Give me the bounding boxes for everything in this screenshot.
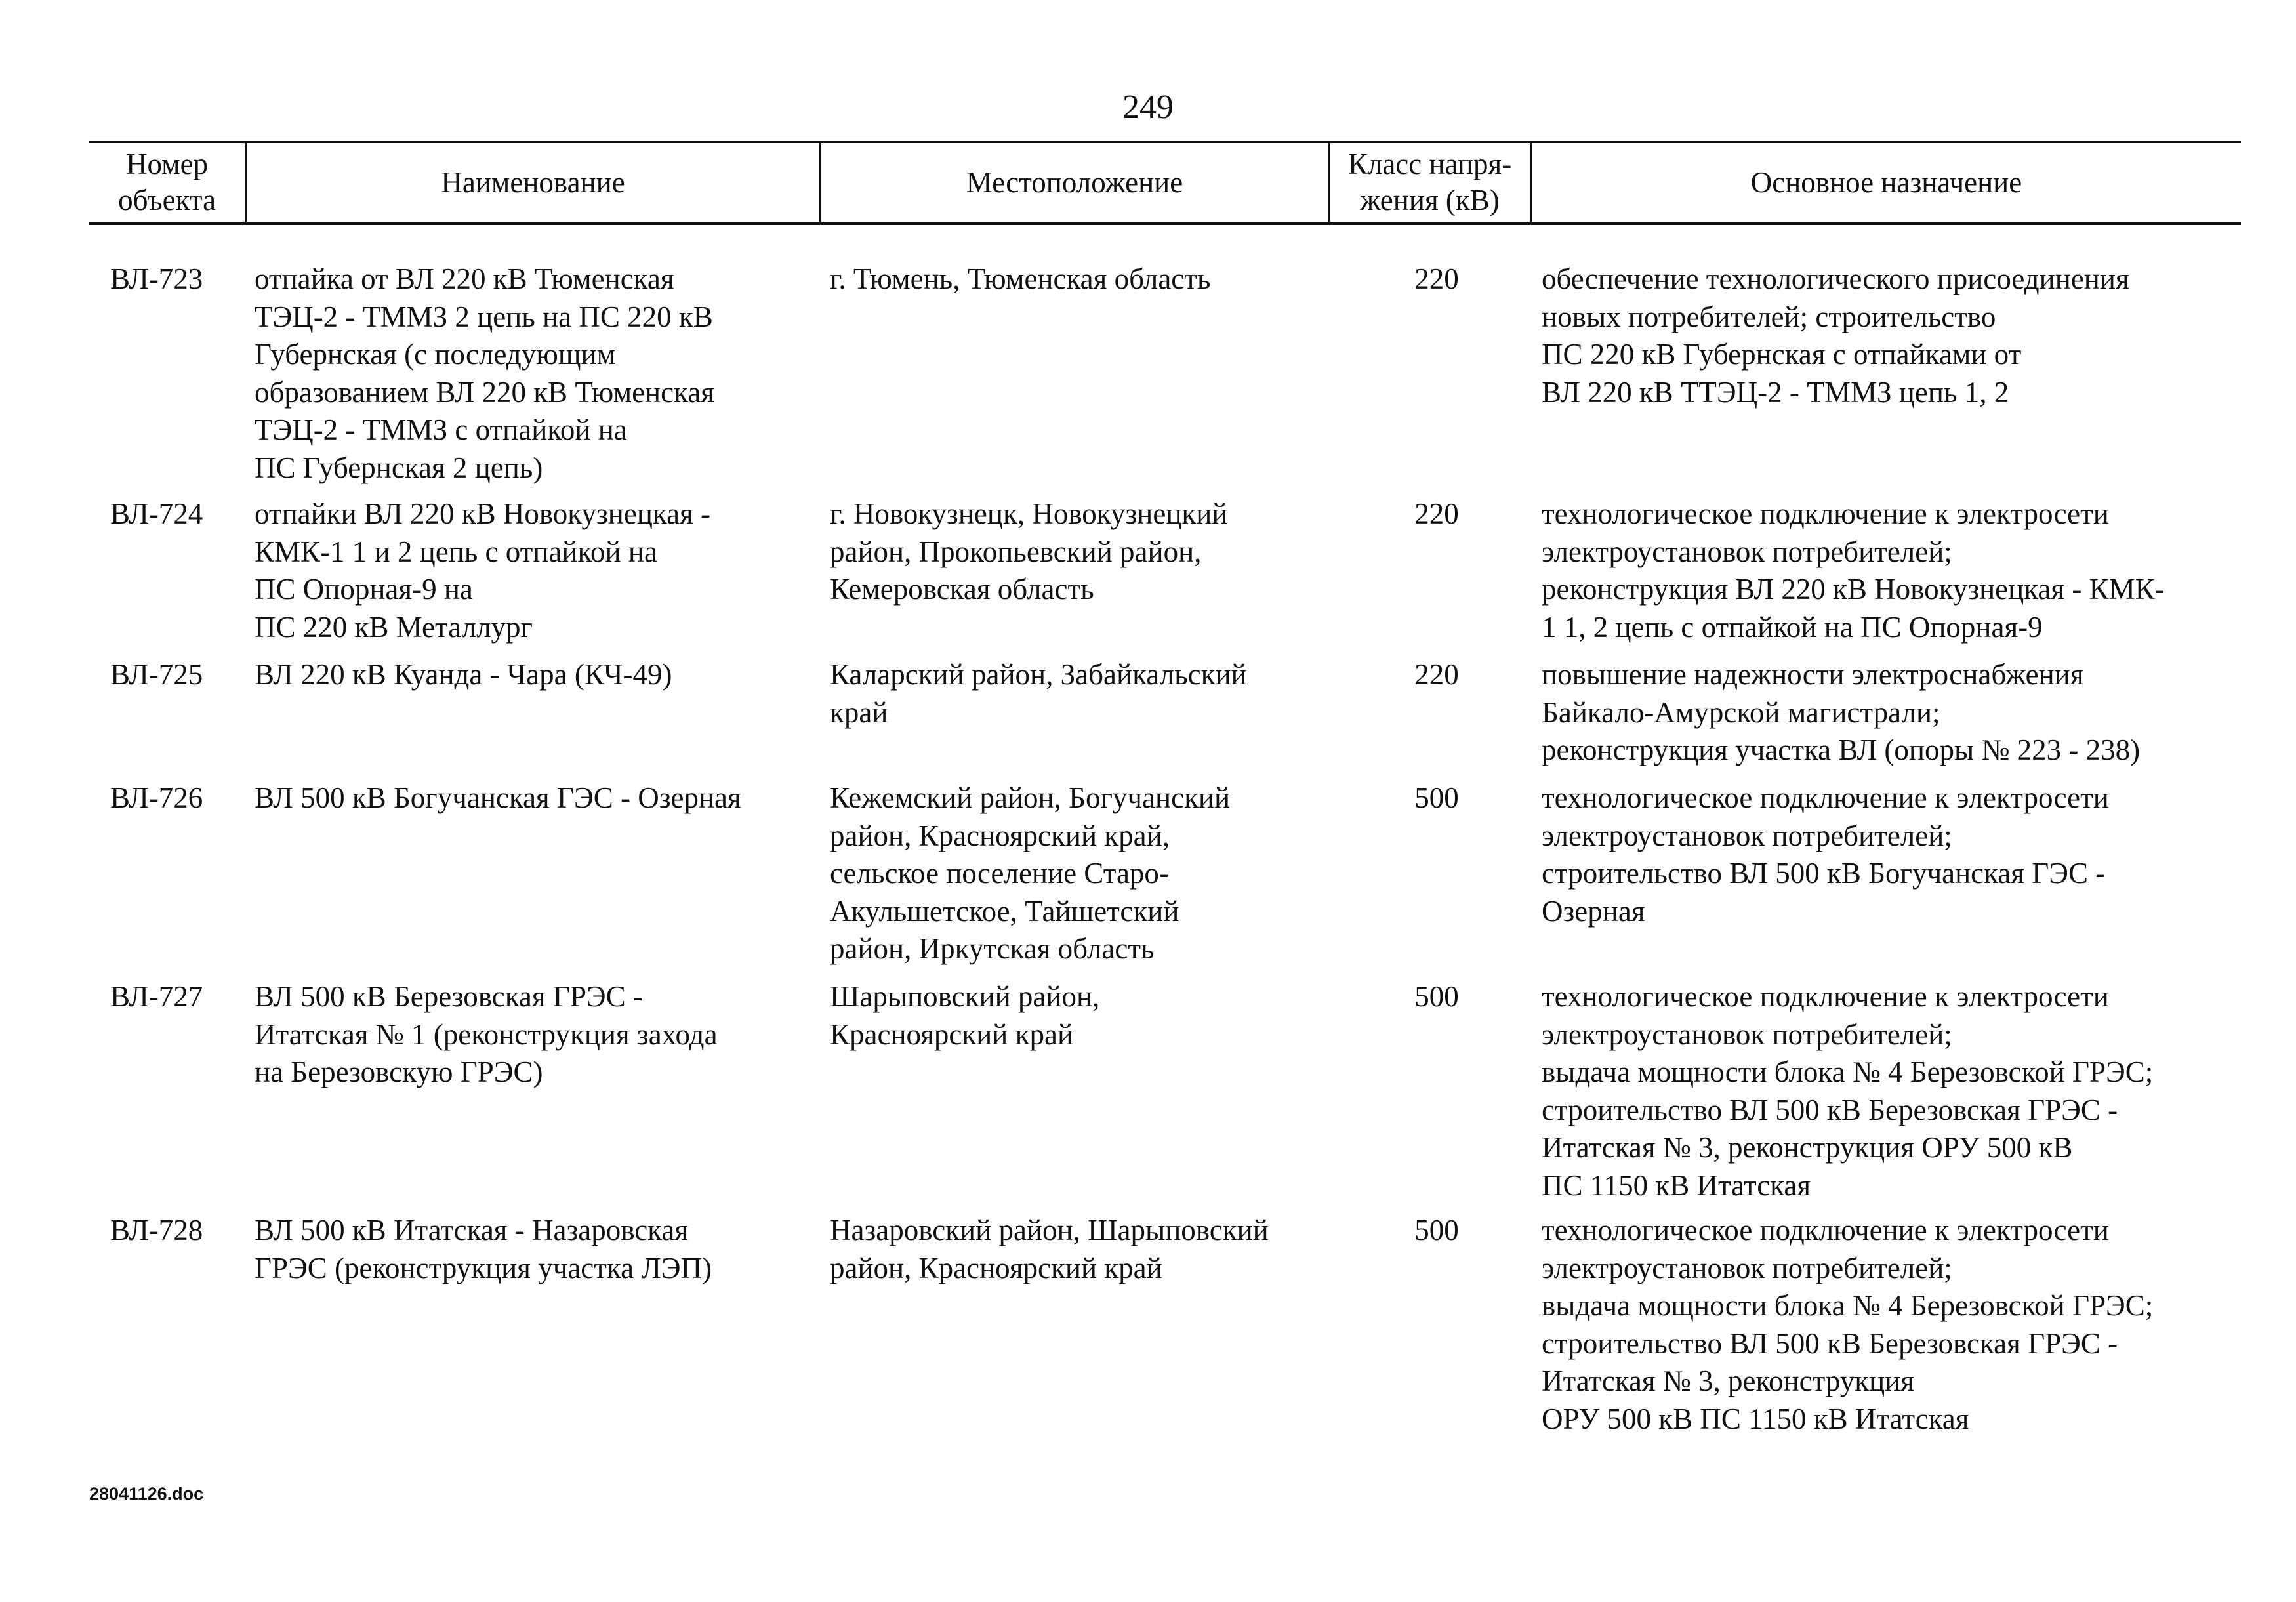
row-name: ВЛ 500 кВ Богучанская ГЭС - Озерная	[255, 781, 741, 814]
row-purpose: технологическое подключение к электросети электроустановок потребителей; выдача мощности блока № 4 Березовской ГРЭС; строительство ВЛ 500 кВ Березовская ГРЭС - Итатская № 3, реконструкция ОРУ 500 кВ ПС 1150 кВ Итатская	[1542, 1214, 2154, 1435]
row-purpose: обеспечение технологического присоединения новых потребителей; строительство ПС 220 кВ Губернская с отпайками от ВЛ 220 кВ ТТЭЦ-2 - ТММЗ цепь 1, 2	[1542, 262, 2129, 409]
row-location: Назаровский район, Шарыповский район, Красноярский край	[830, 1214, 1269, 1284]
row-purpose: технологическое подключение к электросети электроустановок потребителей; реконструкция ВЛ 220 кВ Новокузнецкая - КМК- 1 1, 2 цепь с отпайкой на ПС Опорная-9	[1542, 497, 2165, 644]
row-location: г. Новокузнецк, Новокузнецкий район, Прокопьевский район, Кемеровская область	[830, 497, 1228, 606]
row-purpose: технологическое подключение к электросети электроустановок потребителей; строительство ВЛ 500 кВ Богучанская ГЭС - Озерная	[1542, 781, 2109, 928]
row-name: ВЛ 500 кВ Итатская - Назаровская ГРЭС (реконструкция участка ЛЭП)	[255, 1214, 712, 1284]
header-number-label: Номер объекта	[118, 148, 216, 216]
row-number: ВЛ-724	[110, 497, 203, 530]
row-voltage: 220	[1414, 658, 1459, 691]
row-location: г. Тюмень, Тюменская область	[830, 262, 1211, 295]
row-voltage: 500	[1414, 980, 1459, 1013]
row-location: Шарыповский район, Красноярский край	[830, 980, 1100, 1051]
row-number: ВЛ-727	[110, 980, 203, 1013]
row-location: Каларский район, Забайкальский край	[830, 658, 1247, 729]
row-voltage: 220	[1414, 262, 1459, 295]
header-purpose-label: Основное назначение	[1750, 165, 2022, 199]
row-voltage: 220	[1414, 497, 1459, 530]
row-number: ВЛ-726	[110, 781, 203, 814]
row-number: ВЛ-728	[110, 1214, 203, 1246]
row-voltage: 500	[1414, 1214, 1459, 1246]
page-number: 249	[1122, 89, 1174, 126]
row-location: Кежемский район, Богучанский район, Красноярский край, сельское поселение Старо- Акульшетское, Тайшетский район, Иркутская область	[830, 781, 1231, 965]
row-purpose: технологическое подключение к электросети электроустановок потребителей; выдача мощности блока № 4 Березовской ГРЭС; строительство ВЛ 500 кВ Березовская ГРЭС - Итатская № 3, реконструкция ОРУ 500 кВ ПС 1150 кВ Итатская	[1542, 980, 2154, 1202]
row-voltage: 500	[1414, 781, 1459, 814]
row-name: ВЛ 220 кВ Куанда - Чара (КЧ-49)	[255, 658, 672, 691]
header-location-label: Местоположение	[966, 165, 1183, 199]
row-number: ВЛ-725	[110, 658, 203, 691]
row-name: ВЛ 500 кВ Березовская ГРЭС - Итатская № 1 (реконструкция захода на Березовскую ГРЭС)	[255, 980, 718, 1088]
row-purpose: повышение надежности электроснабжения Байкало-Амурской магистрали; реконструкция участка ВЛ (опоры № 223 - 238)	[1542, 658, 2141, 766]
row-name: отпайки ВЛ 220 кВ Новокузнецкая - КМК-1 1 и 2 цепь с отпайкой на ПС Опорная-9 на ПС 220 кВ Металлург	[255, 497, 711, 644]
header-name-label: Наименование	[441, 165, 625, 199]
row-name: отпайка от ВЛ 220 кВ Тюменская ТЭЦ-2 - ТММЗ 2 цепь на ПС 220 кВ Губернская (с последующим образованием ВЛ 220 кВ Тюменская ТЭЦ-2 - ТММЗ с отпайкой на ПС Губернская 2 цепь)	[255, 262, 714, 484]
document-filename: 28041126.doc	[89, 1484, 204, 1504]
row-number: ВЛ-723	[110, 262, 203, 295]
header-voltage-label: Класс напря- жения (кВ)	[1347, 148, 1512, 216]
